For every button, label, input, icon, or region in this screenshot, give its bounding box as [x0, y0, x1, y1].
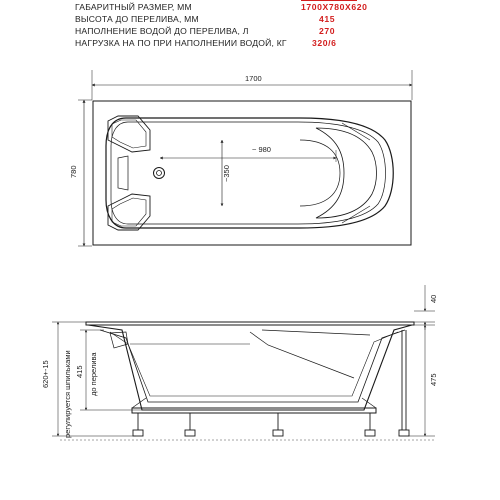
spec-value-load: 320/6	[312, 38, 337, 48]
rim-height-dimension	[414, 285, 435, 330]
side-view	[52, 285, 435, 440]
total-height-label: 620+-15	[41, 360, 50, 388]
side-rim	[86, 322, 414, 325]
tub-inner-outline	[106, 118, 393, 228]
leg-height-label: 475	[429, 373, 438, 386]
spec-value-dimensions: 1700X780X620	[301, 2, 368, 12]
spec-label-overflow-height: ВЫСОТА ДО ПЕРЕЛИВА, ММ	[75, 14, 199, 24]
spec-label-load: НАГРУЗКА НА ПО ПРИ НАПОЛНЕНИИ ВОДОЙ, КГ	[75, 38, 287, 48]
inner-length-dimension	[160, 150, 336, 162]
support-legs	[138, 330, 406, 436]
spec-value-volume: 270	[319, 26, 336, 36]
length-label: 1700	[245, 74, 262, 83]
rim-height-label: 40	[429, 294, 438, 303]
backrest-contour	[316, 128, 377, 218]
overflow-caption: до перелива	[89, 352, 98, 396]
inner-width-label: ~350	[222, 165, 231, 182]
support-feet	[133, 430, 409, 436]
top-view	[78, 70, 412, 246]
drain-icon	[154, 168, 165, 179]
spec-label-dimensions: ГАБАРИТНЫЙ РАЗМЕР, ММ	[75, 2, 192, 12]
tub-rim-outline	[93, 101, 411, 245]
overflow-height-label: 415	[75, 365, 84, 378]
width-dimension	[78, 100, 92, 246]
width-label: 780	[69, 165, 78, 178]
stud-adjust-label: регулируется шпильками	[63, 350, 72, 438]
spec-value-overflow-height: 415	[319, 14, 336, 24]
spec-label-volume: НАПОЛНЕНИЕ ВОДОЙ ДО ПЕРЕЛИВА, Л	[75, 26, 249, 36]
inner-length-label: ~ 980	[252, 145, 271, 154]
